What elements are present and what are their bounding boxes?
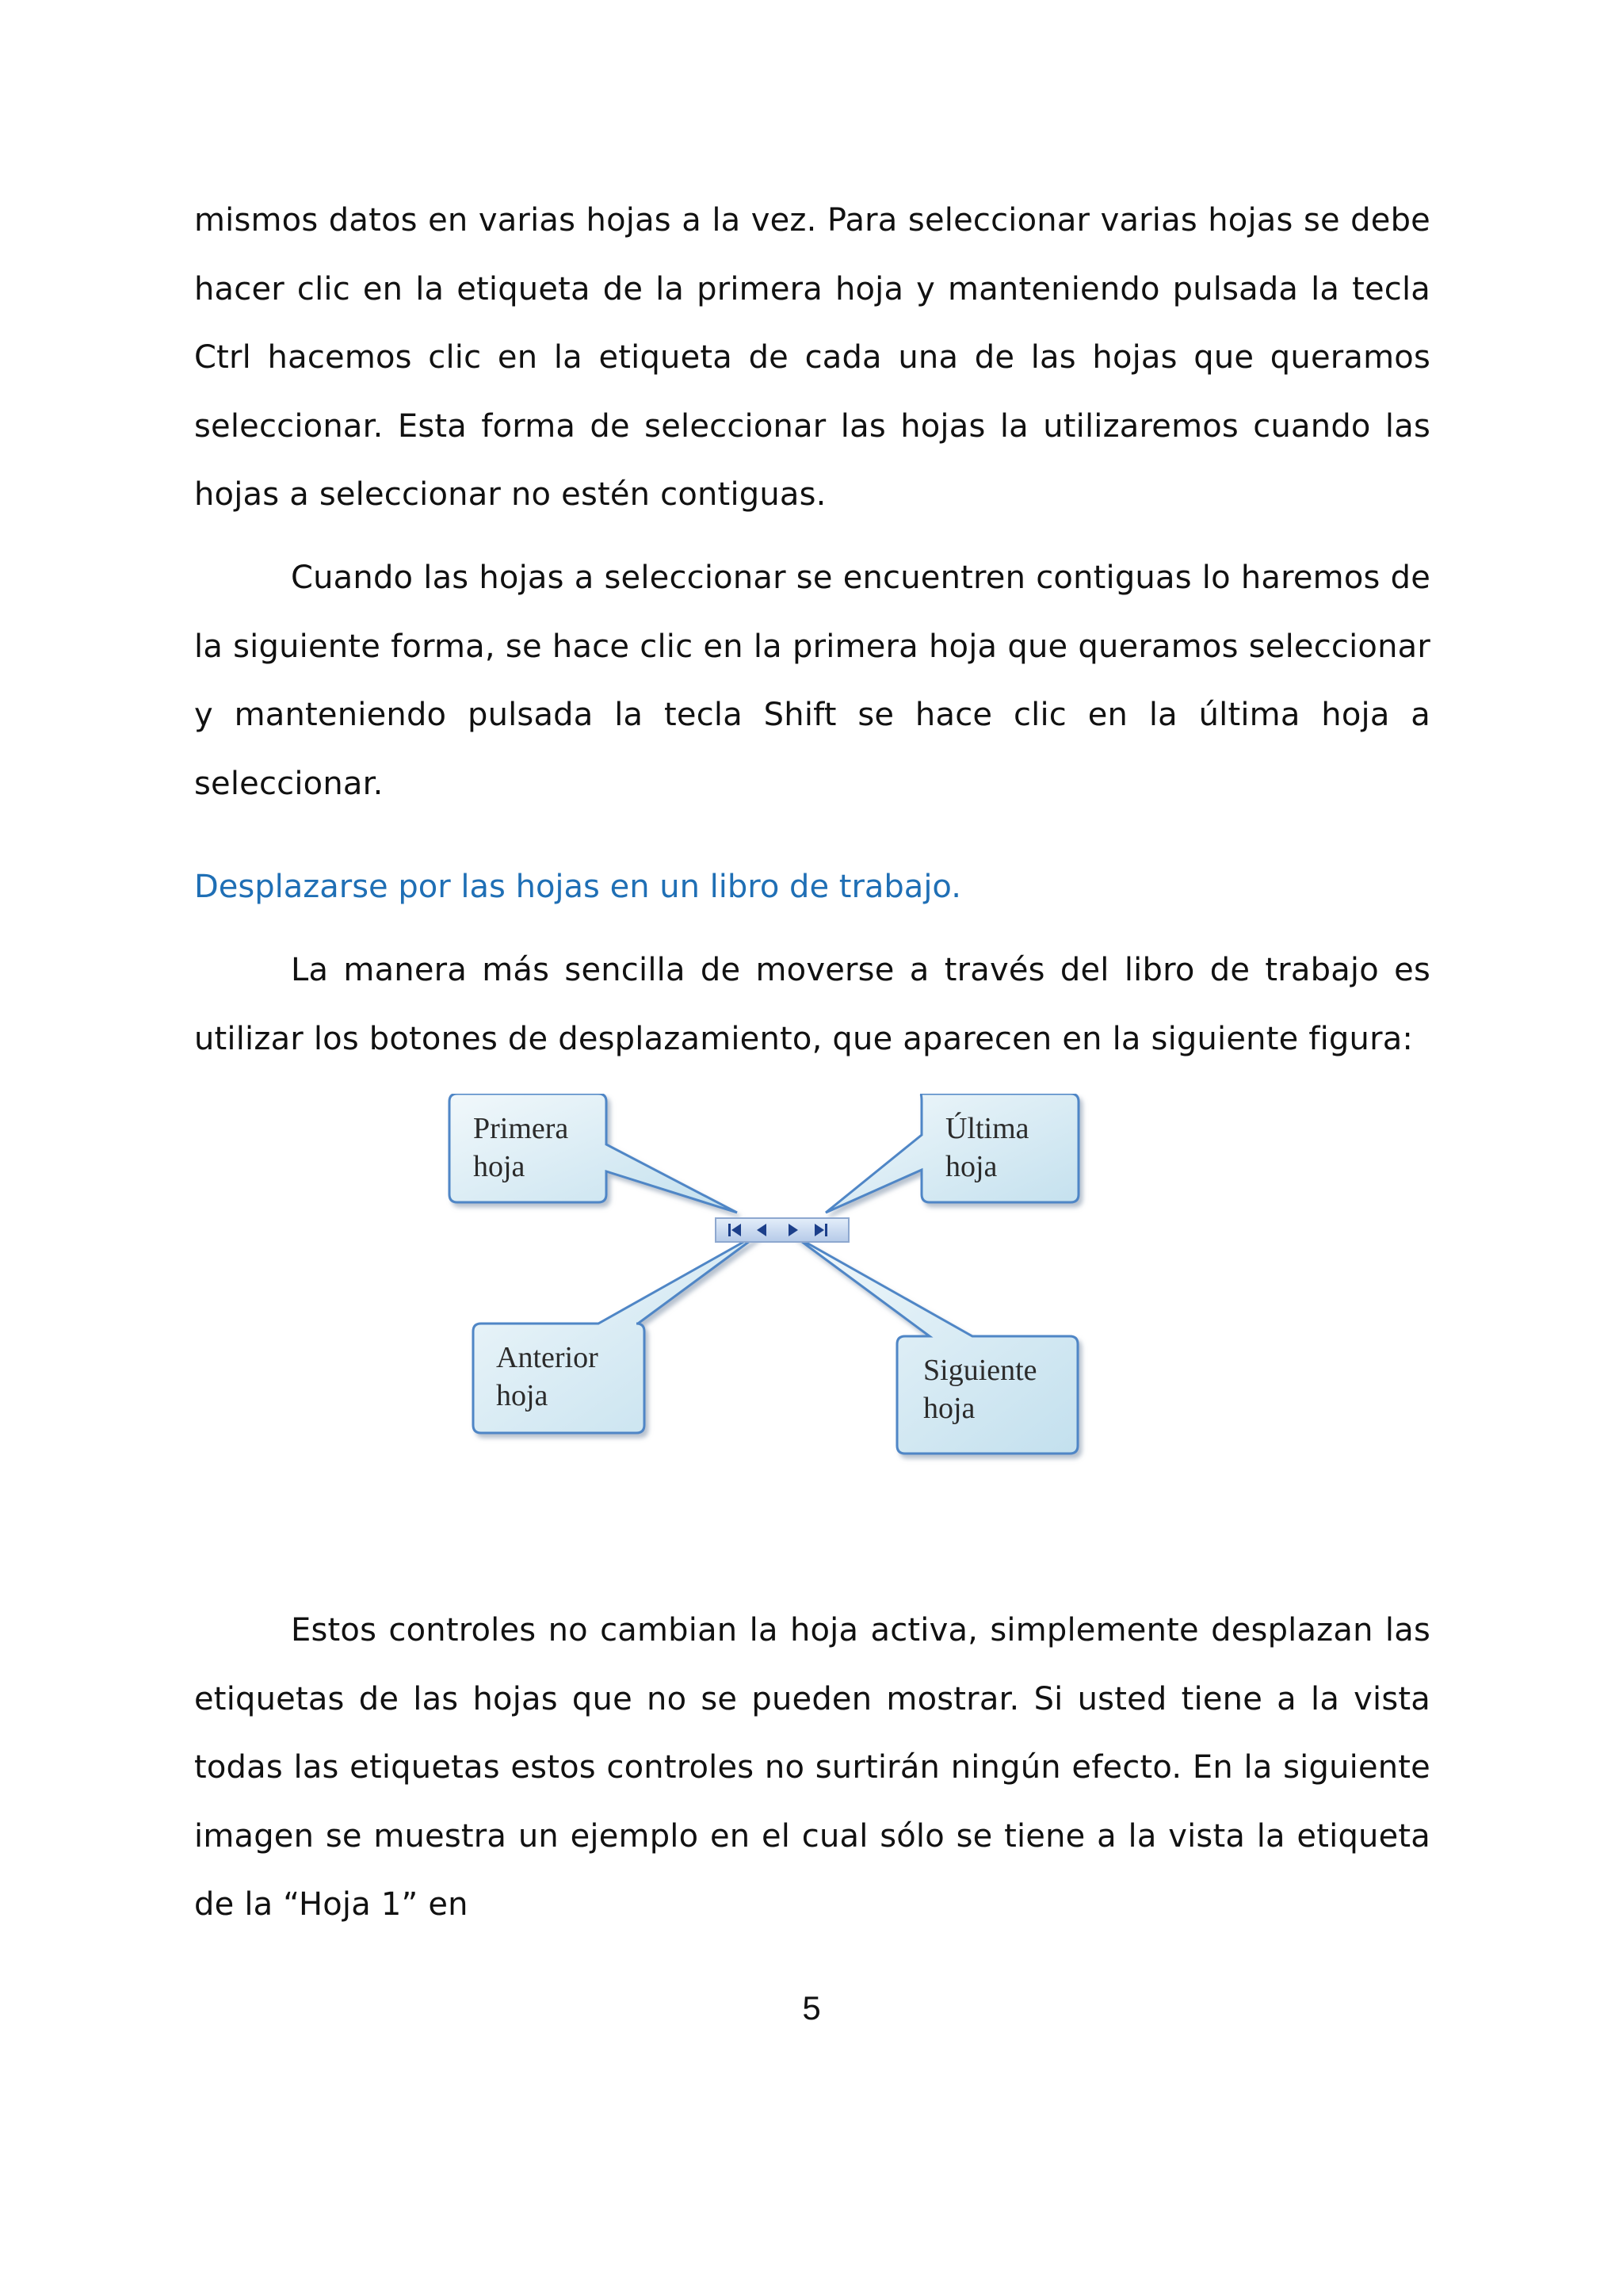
body-text-block-2 [194, 544, 1430, 818]
callout-primera-line2: hoja [473, 1150, 525, 1183]
body-text-block-3 [194, 936, 1430, 1073]
section-heading: Desplazarse por las hojas en un libro de trabajo. [194, 869, 961, 905]
callout-siguiente-line2: hoja [923, 1392, 976, 1425]
paragraph-1: mismos datos en varias hojas a la vez. Para seleccionar varias hojas se debe hacer clic en la etiqueta de la primera hoja y manteniendo pulsada la tecla Ctrl hacemos clic en la etiqueta de cada una de las hojas que queramos seleccionar. Esta forma de seleccionar las hojas la utilizaremos cuando las hojas a seleccionar no estén contiguas. [194, 202, 1430, 513]
section-heading-block [194, 863, 1430, 911]
paragraph-2: Cuando las hojas a seleccionar se encuentren contiguas lo haremos de la siguiente forma, se hace clic en la primera hoja que queramos seleccionar y manteniendo pulsada la tecla Shift se hace clic en la última hoja a seleccionar. [194, 560, 1430, 802]
callout-anterior-line1: Anterior [496, 1341, 598, 1374]
navigation-buttons-diagram [440, 1094, 1098, 1474]
page-number: 5 [802, 1989, 821, 2027]
callout-primera-line1: Primera [473, 1112, 569, 1145]
paragraph-4: Estos controles no cambian la hoja activa, simplemente desplazan las etiquetas de las hojas que no se pueden mostrar. Si usted tiene a la vista todas las etiquetas estos controles no surtirán ningún efecto. En la siguiente imagen se muestra un ejemplo en el cual sólo se tiene a la vista la etiqueta de la “Hoja 1” en [194, 1612, 1430, 1923]
callout-ultima-line2: hoja [945, 1150, 998, 1183]
diagram-svg [440, 1094, 1098, 1474]
callout-siguiente-line1: Siguiente [923, 1354, 1037, 1387]
body-text-block-4 [194, 1596, 1430, 1939]
paragraph-3: La manera más sencilla de moverse a través del libro de trabajo es utilizar los botones de desplazamiento, que aparecen en la siguiente figura: [194, 952, 1430, 1057]
callout-ultima-line1: Última [945, 1112, 1029, 1145]
callout-anterior-line2: hoja [496, 1379, 548, 1412]
sheet-navigation-bar [716, 1218, 849, 1242]
body-text-block-1 [194, 186, 1430, 529]
